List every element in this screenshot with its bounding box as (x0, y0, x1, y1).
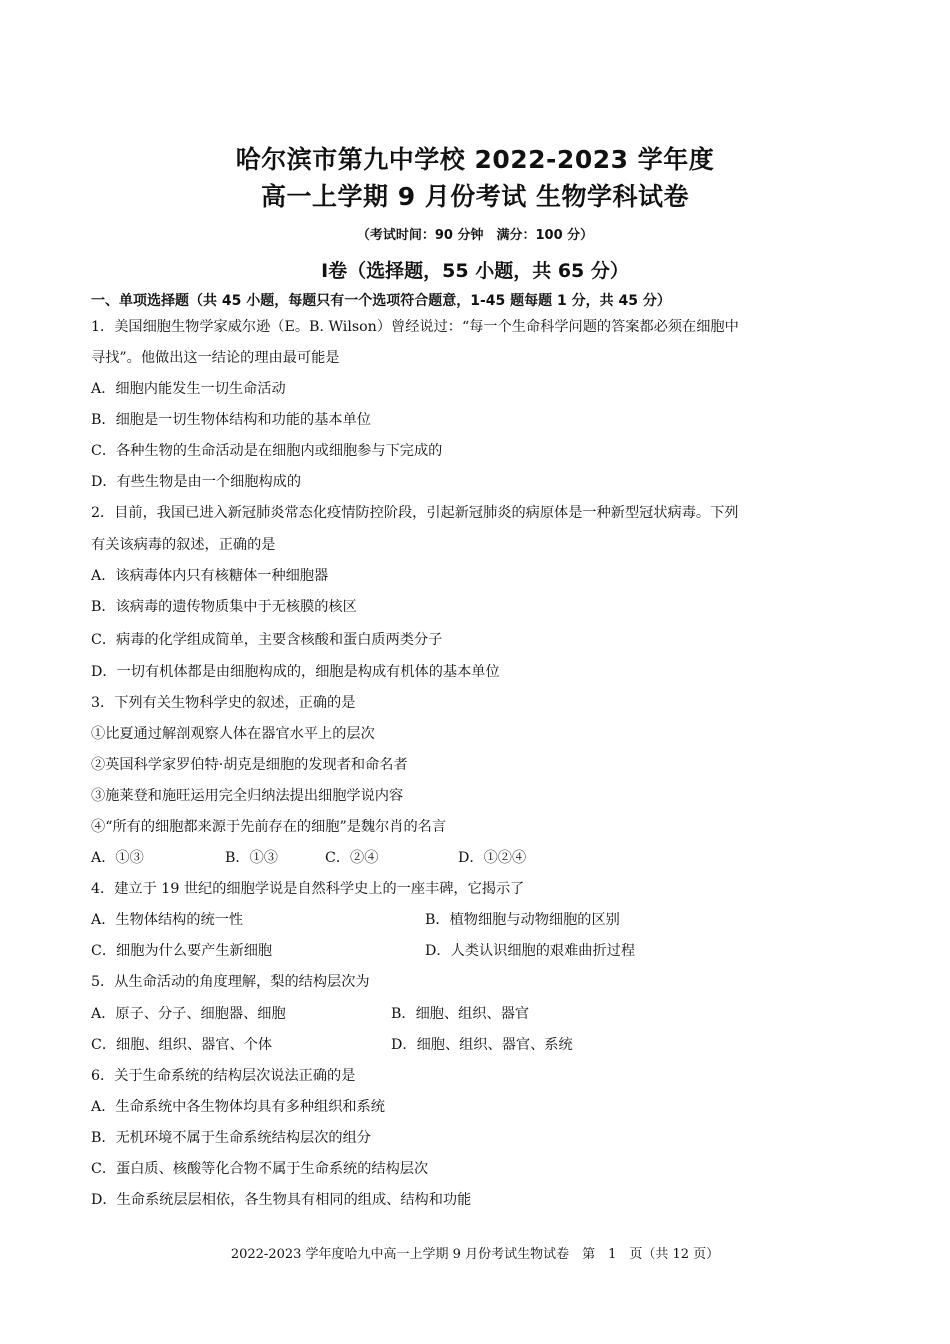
q4-option-d: D．人类认识细胞的艰难曲折过程 (425, 943, 636, 959)
q2-option-b: B．该病毒的遗传物质集中于无核膜的核区 (91, 599, 357, 615)
q3-option-d: D．①②④ (458, 850, 527, 866)
volume-heading: Ⅰ卷（选择题，55 小题，共 65 分） (321, 260, 629, 282)
section-heading: 一、单项选择题（共 45 小题，每题只有一个选项符合题意，1-45 题每题 1 分，共 45 分） (91, 293, 671, 309)
q3-statement-4: ④“所有的细胞都来源于先前存在的细胞”是魏尔肖的名言 (91, 819, 447, 835)
q3-option-a: A．①③ (91, 850, 144, 866)
q3-option-c: C．②④ (325, 850, 379, 866)
q1-option-b: B．细胞是一切生物体结构和功能的基本单位 (91, 412, 371, 428)
q4-stem: 4．建立于 19 世纪的细胞学说是自然科学史上的一座丰碑，它揭示了 (91, 881, 525, 897)
q1-option-d: D．有些生物是由一个细胞构成的 (91, 474, 302, 490)
q5-option-b: B．细胞、组织、器官 (391, 1006, 530, 1022)
q6-option-b: B．无机环境不属于生命系统结构层次的组分 (91, 1130, 371, 1146)
exam-title-line2: 高一上学期 9 月份考试 生物学科试卷 (260, 182, 689, 211)
q4-option-c: C．细胞为什么要产生新细胞 (91, 943, 273, 959)
q2-stem-line1: 2．目前，我国已进入新冠肺炎常态化疫情防控阶段，引起新冠肺炎的病原体是一种新型冠状病毒。下列 (91, 505, 739, 521)
q1-option-a: A．细胞内能发生一切生命活动 (91, 381, 286, 397)
q1-stem-line1: 1．美国细胞生物学家威尔逊（E。B. Wilson）曾经说过：“每一个生命科学问题的答案都必须在细胞中 (91, 319, 739, 335)
q4-option-b: B．植物细胞与动物细胞的区别 (425, 912, 620, 928)
q5-stem: 5．从生命活动的角度理解，梨的结构层次为 (91, 974, 370, 990)
q5-option-c: C．细胞、组织、器官、个体 (91, 1037, 273, 1053)
q1-stem-line2: 寻找”。他做出这一结论的理由最可能是 (91, 350, 340, 366)
q5-option-d: D．细胞、组织、器官、系统 (391, 1037, 573, 1053)
q1-option-c: C．各种生物的生命活动是在细胞内或细胞参与下完成的 (91, 443, 443, 459)
q4-option-a: A．生物体结构的统一性 (91, 912, 244, 928)
page-footer: 2022-2023 学年度哈九中高一上学期 9 月份考试生物试卷 第 1 页（共 12 页） (230, 1247, 720, 1262)
q3-statement-3: ③施莱登和施旺运用完全归纳法提出细胞学说内容 (91, 788, 404, 804)
q5-option-a: A．原子、分子、细胞器、细胞 (91, 1006, 286, 1022)
q6-option-c: C．蛋白质、核酸等化合物不属于生命系统的结构层次 (91, 1161, 429, 1177)
q2-stem-line2: 有关该病毒的叙述，正确的是 (91, 537, 276, 553)
q3-statement-2: ②英国科学家罗伯特·胡克是细胞的发现者和命名者 (91, 757, 408, 773)
q3-statement-1: ①比夏通过解剖观察人体在器官水平上的层次 (91, 726, 375, 742)
q6-option-a: A．生命系统中各生物体均具有多种组织和系统 (91, 1099, 385, 1115)
q2-option-d: D．一切有机体都是由细胞构成的，细胞是构成有机体的基本单位 (91, 664, 500, 680)
q6-option-d: D．生命系统层层相依，各生物具有相同的组成、结构和功能 (91, 1192, 472, 1208)
q3-option-b: B．①③ (225, 850, 278, 866)
q6-stem: 6．关于生命系统的结构层次说法正确的是 (91, 1068, 356, 1084)
q2-option-c: C．病毒的化学组成简单，主要含核酸和蛋白质两类分子 (91, 632, 443, 648)
exam-info: （考试时间：90 分钟 满分：100 分） (356, 228, 594, 243)
q3-stem: 3．下列有关生物科学史的叙述，正确的是 (91, 695, 356, 711)
q2-option-a: A．该病毒体内只有核糖体一种细胞器 (91, 568, 329, 584)
exam-title-line1: 哈尔滨市第九中学校 2022-2023 学年度 (235, 145, 715, 174)
